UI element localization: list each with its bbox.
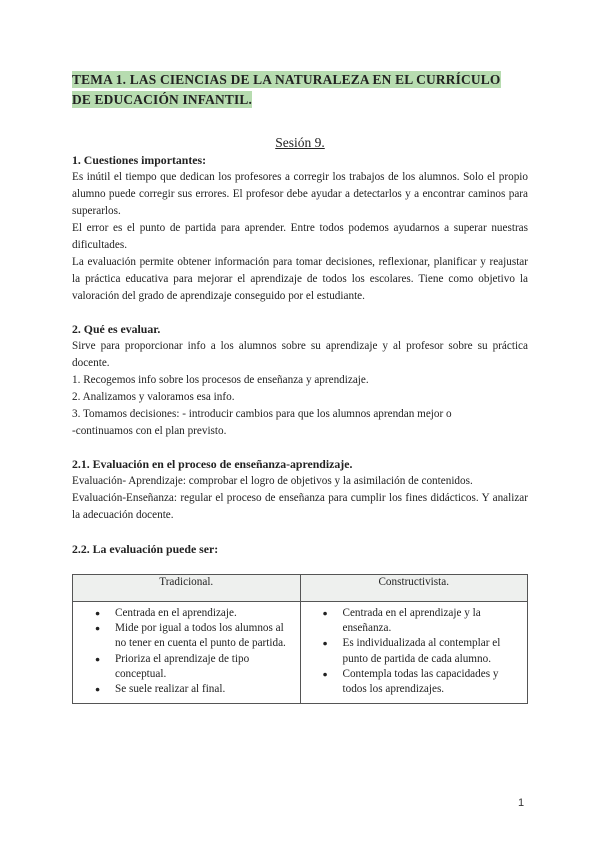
table-header-row xyxy=(73,575,528,602)
section-2-heading: 2. Qué es evaluar. xyxy=(72,322,161,336)
list-item: ● Prioriza el aprendizaje de tipo conceptual. xyxy=(115,652,294,682)
list-item: ● Es individualizada al contemplar el punto de partida de cada alumno. xyxy=(343,636,522,666)
list-item: ● Se suele realizar al final. xyxy=(115,682,294,697)
table-header-constructivist: Constructivista. xyxy=(300,575,528,602)
section-1-paragraph-2: El error es el punto de partida para aprender. Entre todos podemos ayudarnos a superar nuestras dificultades. xyxy=(72,222,528,251)
list-item: ● Mide por igual a todos los alumnos al no tener en cuenta el punto de partida. xyxy=(115,621,294,651)
section-2-step-3-continued: -continuamos con el plan previsto. xyxy=(72,425,227,437)
section-1-heading: 1. Cuestiones importantes: xyxy=(72,153,207,167)
section-2-1-paragraph-1: Evaluación- Aprendizaje: comprobar el logro de objetivos y la asimilación de contenidos. xyxy=(72,475,473,487)
list-item: ● Contempla todas las capacidades y todos los aprendizajes. xyxy=(343,667,522,697)
section-2-step-1: 1. Recogemos info sobre los procesos de enseñanza y aprendizaje. xyxy=(72,374,369,386)
section-2-step-2: 2. Analizamos y valoramos esa info. xyxy=(72,391,235,403)
spacer xyxy=(72,305,528,321)
session-label: Sesión 9. xyxy=(275,135,325,150)
list-item: ● Centrada en el aprendizaje. xyxy=(115,606,294,621)
section-2-1-heading: 2.1. Evaluación en el proceso de enseñanza-aprendizaje. xyxy=(72,457,353,471)
list-item: ● Centrada en el aprendizaje y la enseñanza. xyxy=(343,606,522,636)
section-1-paragraph-3: La evaluación permite obtener información para tomar decisiones, reflexionar, planificar y reajustar la práctica educativa para mejorar el aprendizaje de todos los escolares. Tiene como objetivo la valoración del grado de aprendizaje conseguido por el estudiante. xyxy=(72,256,528,302)
traditional-list xyxy=(73,606,294,697)
title-line-1: TEMA 1. LAS CIENCIAS DE LA NATURALEZA EN EL CURRÍCULO xyxy=(72,72,501,87)
session-heading xyxy=(72,134,528,152)
section-2-paragraph: Sirve para proporcionar info a los alumnos sobre su aprendizaje y al profesor sobre su práctica docente. xyxy=(72,340,528,369)
spacer xyxy=(72,524,528,541)
constructivist-cell xyxy=(300,602,528,704)
document-page xyxy=(72,70,528,704)
section-2-2-heading: 2.2. La evaluación puede ser: xyxy=(72,542,219,556)
section-2-step-3: 3. Tomamos decisiones: - introducir cambios para que los alumnos aprendan mejor o xyxy=(72,408,452,420)
table-row xyxy=(73,602,528,704)
traditional-cell xyxy=(73,602,301,704)
page-title xyxy=(72,70,528,110)
section-1-paragraph-1: Es inútil el tiempo que dedican los profesores a corregir los trabajos de los alumnos. Solo el propio alumno puede corregir sus errores. El profesor debe ayudar a detectarlos y a encontrar caminos para superarlos. xyxy=(72,171,528,217)
page-number: 1 xyxy=(518,797,525,809)
comparison-table xyxy=(72,574,528,704)
section-2-1-paragraph-2: Evaluación-Enseñanza: regular el proceso de enseñanza para cumplir los fines didácticos. Y analizar la adecuación docente. xyxy=(72,492,528,521)
spacer xyxy=(72,440,528,456)
title-line-2: DE EDUCACIÓN INFANTIL. xyxy=(72,92,253,107)
constructivist-list xyxy=(301,606,522,697)
table-header-traditional: Tradicional. xyxy=(73,575,301,602)
